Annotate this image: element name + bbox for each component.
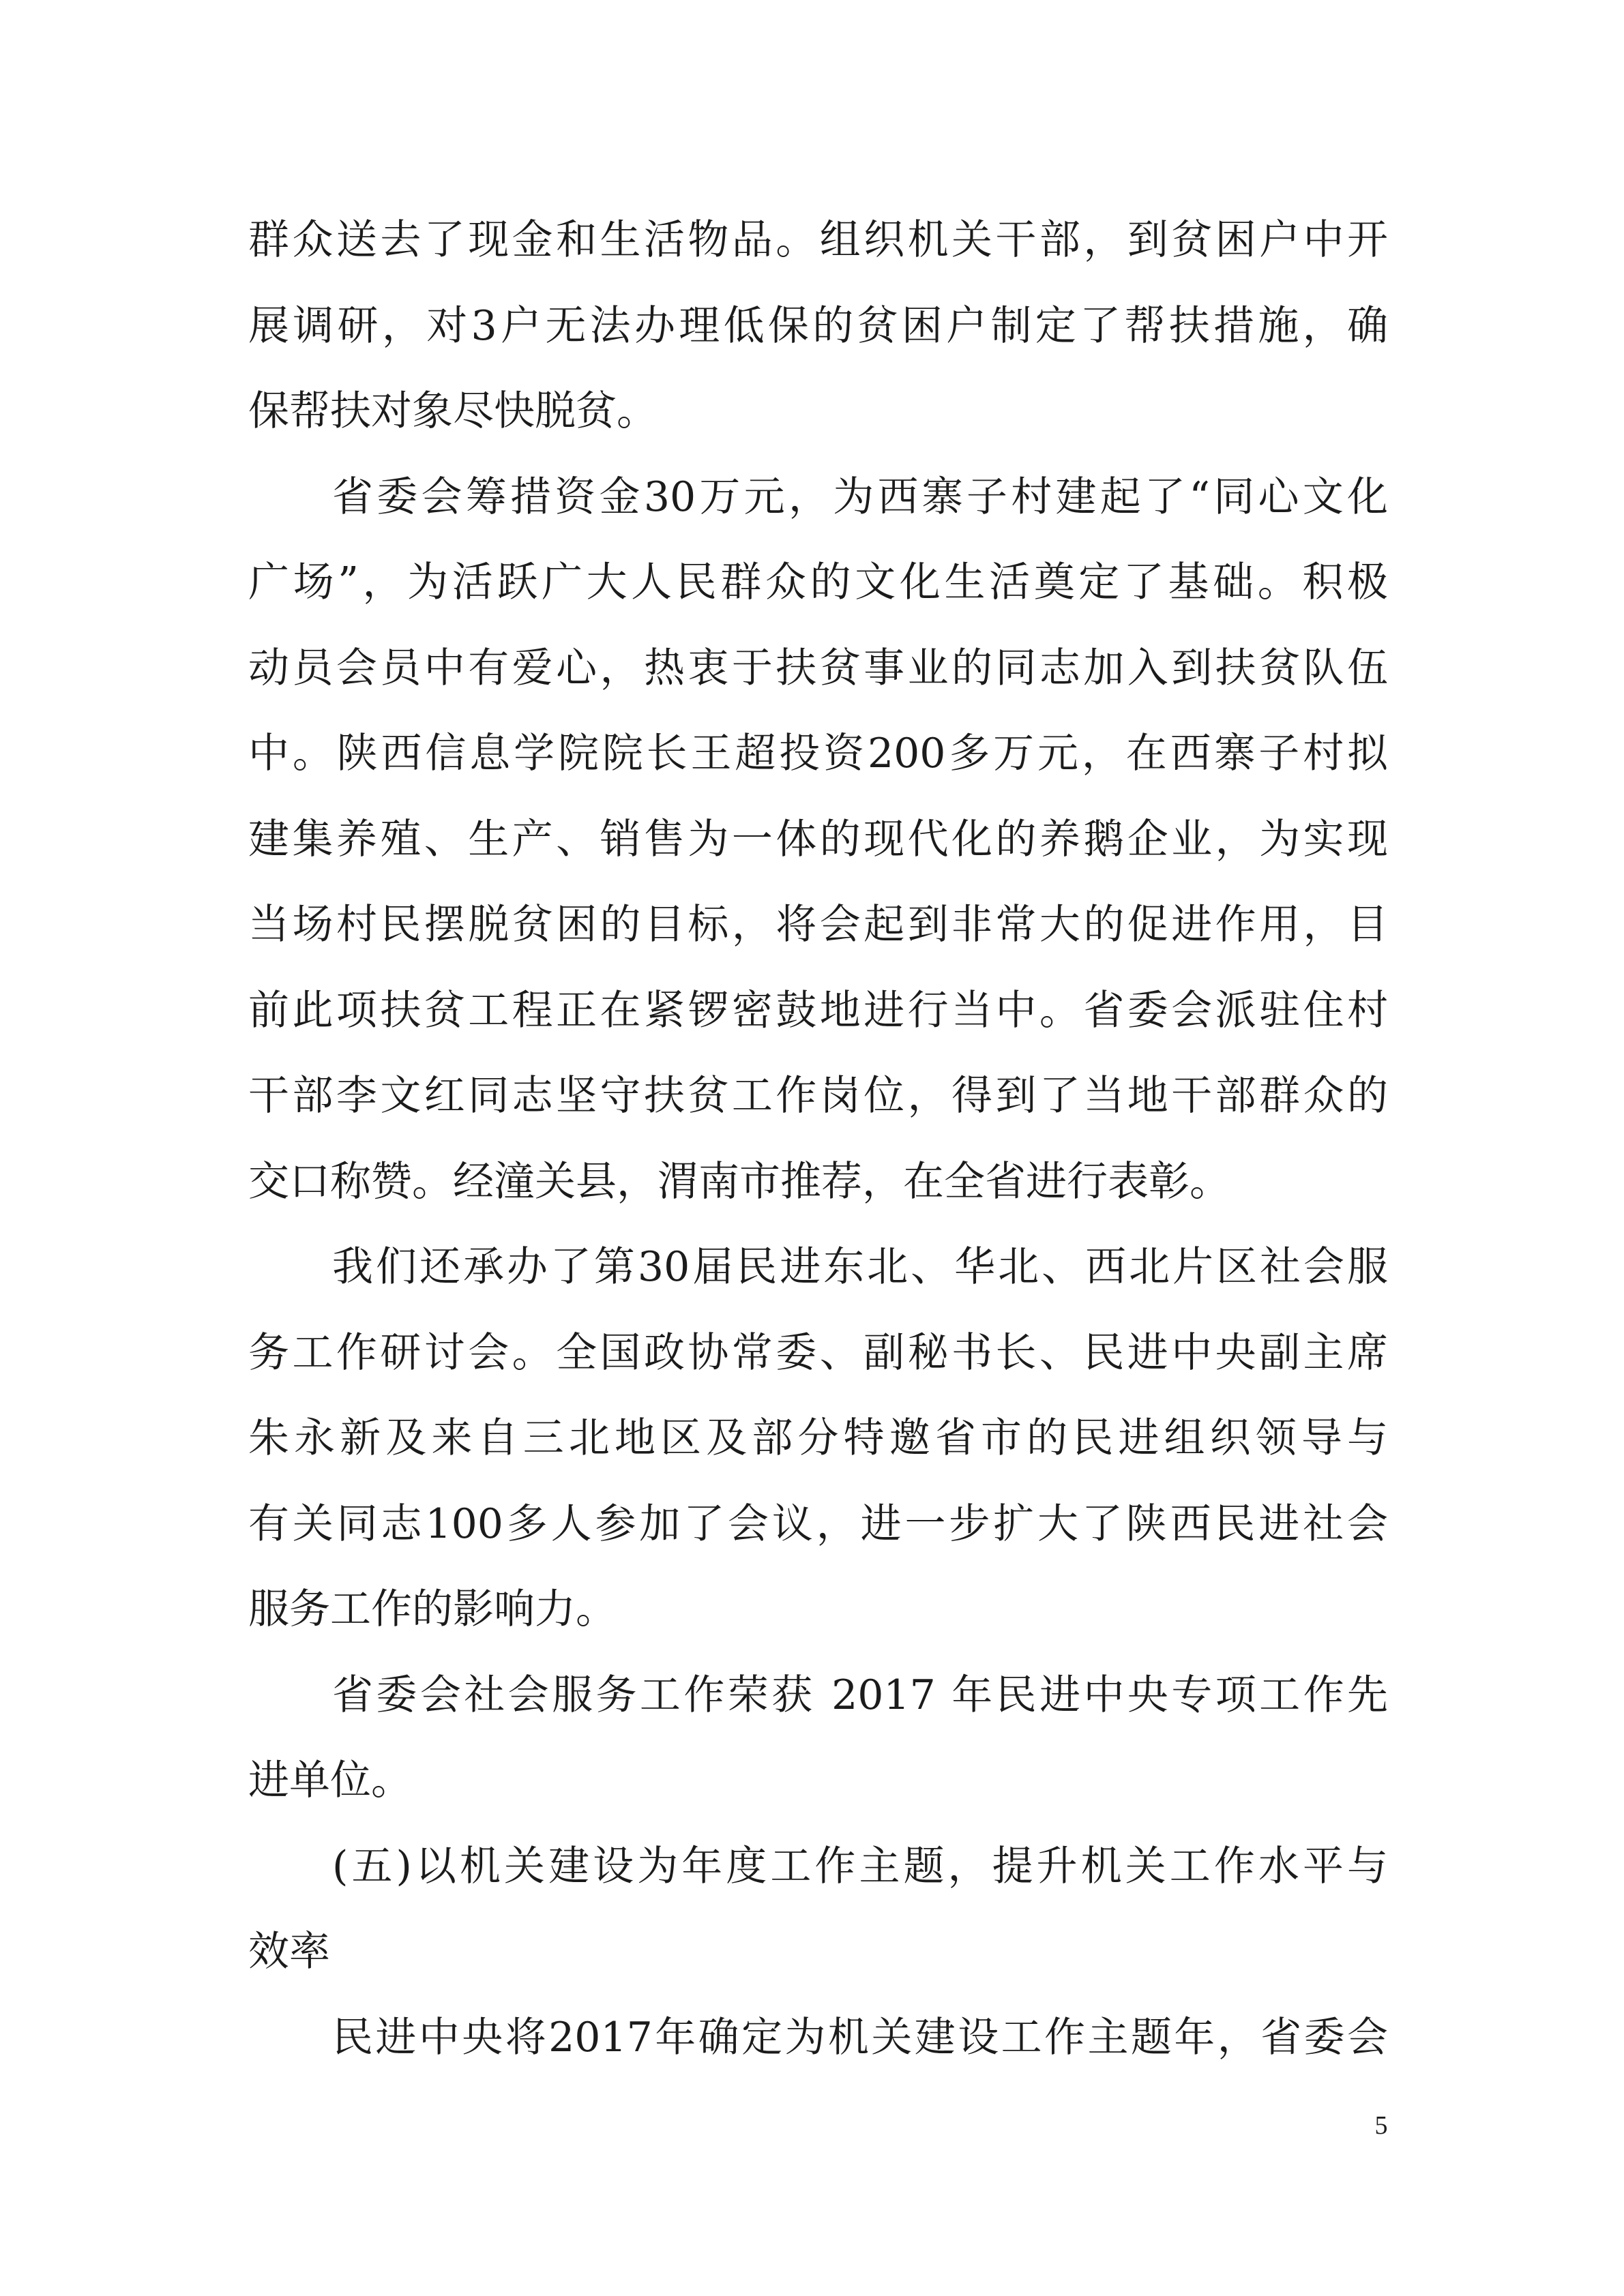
text-line: 进单位。 [248,1757,412,1804]
paragraph [248,1225,1388,1653]
text-line: 省委会社会服务工作荣获 2017 年民进中央专项工作先 [332,1671,1388,1719]
body-text [248,198,1388,2081]
text-line: 展调研，对3户无法办理低保的贫困户制定了帮扶措施，确 [248,301,1388,350]
page-number: 5 [1374,2111,1388,2140]
paragraph [248,1653,1388,1824]
text-line: 我们还承办了第30届民进东北、华北、西北片区社会服 [332,1243,1388,1291]
text-line: 民进中央将2017年确定为机关建设工作主题年，省委会 [332,2013,1388,2061]
paragraph [248,198,1388,455]
text-line: 有关同志100多人参加了会议，进一步扩大了陕西民进社会 [248,1500,1388,1548]
paragraph [248,1995,1388,2081]
text-line: 服务工作的影响力。 [248,1585,617,1633]
text-line: 干部李文红同志坚守扶贫工作岗位，得到了当地干部群众的 [248,1072,1388,1120]
text-line: (五)以机关建设为年度工作主题，提升机关工作水平与 [332,1842,1388,1890]
paragraph [248,455,1388,1225]
text-line: 前此项扶贫工程正在紧锣密鼓地进行当中。省委会派驻住村 [248,986,1388,1034]
text-line: 群众送去了现金和生活物品。组织机关干部，到贫困户中开 [248,216,1388,264]
text-line: 省委会筹措资金30万元，为西寨子村建起了“同心文化 [332,473,1388,521]
text-line: 动员会员中有爱心，热衷于扶贫事业的同志加入到扶贫队伍 [248,644,1388,692]
text-line: 务工作研讨会。全国政协常委、副秘书长、民进中央副主席 [248,1328,1388,1377]
text-line: 效率 [248,1928,330,1976]
text-line: 朱永新及来自三北地区及部分特邀省市的民进组织领导与 [248,1414,1388,1462]
text-line: 建集养殖、生产、销售为一体的现代化的养鹅企业，为实现 [248,815,1388,863]
text-line: 广场”，为活跃广大人民群众的文化生活奠定了基础。积极 [248,558,1388,606]
text-line: 当场村民摆脱贫困的目标，将会起到非常大的促进作用，目 [248,901,1388,949]
text-line: 交口称赞。经潼关县，渭南市推荐，在全省进行表彰。 [248,1157,1230,1206]
text-line: 中。陕西信息学院院长王超投资200多万元，在西寨子村拟 [248,730,1388,777]
text-line: 保帮扶对象尽快脱贫。 [248,387,658,435]
section-heading [248,1824,1388,1995]
